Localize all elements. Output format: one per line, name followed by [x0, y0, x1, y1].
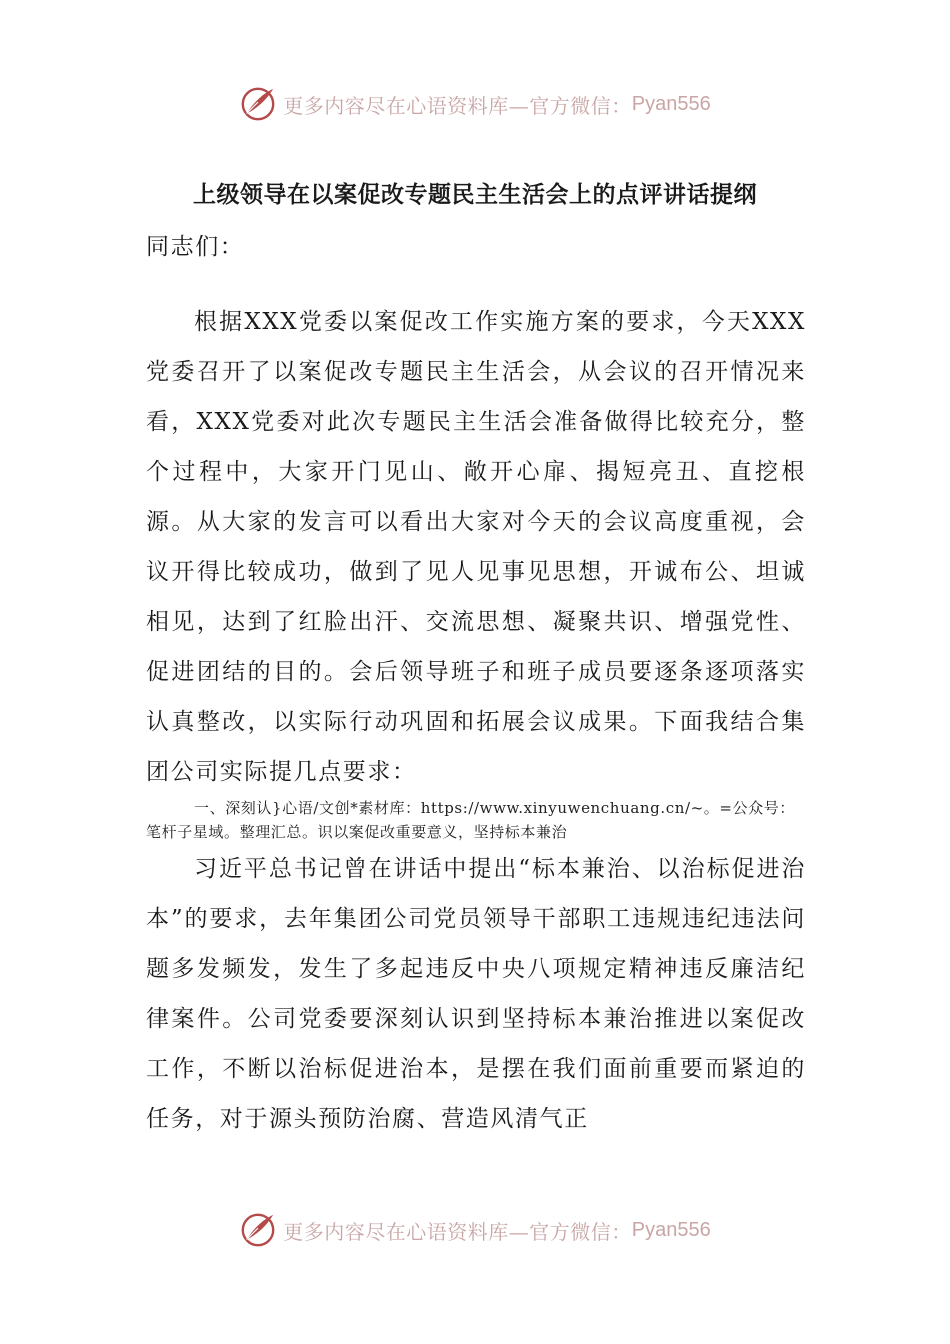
paragraph-1: 根据XXX党委以案促改工作实施方案的要求，今天XXX党委召开了以案促改专题民主生活会，从会议的召开情况来看，XXX党委对此次专题民主生活会准备做得比较充分，整个过程中，大家开门见山、敞开心扉、揭短亮丑、直挖根源。从大家的发言可以看出大家对今天的会议高度重视，会议开得比较成功，做到了见人见事见思想，开诚布公、坦诚相见，达到了红脸出汗、交流思想、凝聚共识、增强党性、促进团结的目的。会后领导班子和班子成员要逐条逐项落实认真整改，以实际行动巩固和拓展会议成果。下面我结合集团公司实际提几点要求：: [146, 309, 806, 785]
watermark-handle: Pyan556: [631, 1218, 711, 1241]
document-title: 上级领导在以案促改专题民主生活会上的点评讲话提纲: [193, 182, 757, 208]
paragraph-2: 习近平总书记曾在讲话中提出“标本兼治、以治标促进治本”的要求，去年集团公司党员领导干部职工违规违纪违法问题多发频发，发生了多起违反中央八项规定精神违反廉洁纪律案件。公司党委要深刻认识到坚持标本兼治推进以案促改工作，不断以治标促进治本，是摆在我们面前重要而紧迫的任务，对于源头预防治腐、营造风清气正: [146, 856, 806, 1132]
watermark-text: 更多内容尽在心语资料库—官方微信：: [283, 1219, 632, 1244]
section-heading-1: 一、深刻认}心语/文创*素材库：https://www.xinyuwenchuang.cn/~。=公众号：笔杆子星域。整理汇总。识以案促改重要意义，坚持标本兼治: [146, 799, 795, 841]
watermark-banner-bottom: [0, 1210, 950, 1250]
salutation: 同志们：: [146, 234, 245, 260]
watermark-handle: Pyan556: [631, 92, 711, 115]
watermark-text: 更多内容尽在心语资料库—官方微信：: [283, 93, 632, 118]
quill-logo-icon: [239, 85, 277, 123]
quill-logo-icon: [239, 1211, 277, 1249]
watermark-banner-top: [0, 84, 950, 124]
